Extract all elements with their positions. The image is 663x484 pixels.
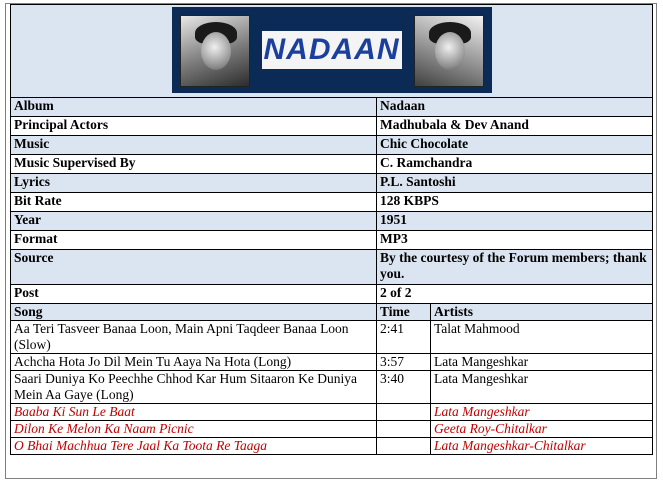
song-time: 3:40 [377,371,431,404]
info-value: By the courtesy of the Forum members; thank you. [377,250,653,285]
info-value: Chic Chocolate [377,136,653,155]
song-artists: Geeta Roy-Chitalkar [431,421,653,438]
song-artists: Talat Mahmood [431,321,653,354]
info-label: Source [11,250,377,285]
page-frame [5,3,657,479]
song-title: Aa Teri Tasveer Banaa Loon, Main Apni Taqdeer Banaa Loon (Slow) [11,321,377,354]
song-column-header: Song [11,304,377,321]
banner-title-box [262,31,402,69]
info-value: Nadaan [377,98,653,117]
info-value: C. Ramchandra [377,155,653,174]
song-time [377,404,431,421]
song-time: 3:57 [377,354,431,371]
song-artists: Lata Mangeshkar [431,371,653,404]
info-value: Madhubala & Dev Anand [377,117,653,136]
banner-title: NADAAN [263,33,400,66]
info-label: Post [11,285,377,304]
song-time: 2:41 [377,321,431,354]
info-label: Year [11,212,377,231]
artists-column-header: Artists [431,304,653,321]
info-row [11,98,653,117]
info-value: P.L. Santoshi [377,174,653,193]
song-title: Saari Duniya Ko Peechhe Chhod Kar Hum Sitaaron Ke Duniya Mein Aa Gaye (Long) [11,371,377,404]
song-row [11,321,653,354]
song-time [377,438,431,455]
info-row [11,231,653,250]
info-row [11,285,653,304]
album-table [10,4,653,455]
song-title: O Bhai Machhua Tere Jaal Ka Toota Re Taaga [11,438,377,455]
album-banner [172,7,492,93]
info-label: Album [11,98,377,117]
info-row [11,136,653,155]
time-column-header: Time [377,304,431,321]
info-label: Lyrics [11,174,377,193]
info-value: 1951 [377,212,653,231]
info-row [11,117,653,136]
info-label: Music [11,136,377,155]
song-title: Achcha Hota Jo Dil Mein Tu Aaya Na Hota (Long) [11,354,377,371]
song-title: Dilon Ke Melon Ka Naam Picnic [11,421,377,438]
song-title: Baaba Ki Sun Le Baat [11,404,377,421]
actress-photo [414,15,484,87]
song-row [11,404,653,421]
song-row [11,371,653,404]
info-label: Music Supervised By [11,155,377,174]
info-value: MP3 [377,231,653,250]
banner-cell [11,5,653,98]
info-row [11,155,653,174]
info-label: Bit Rate [11,193,377,212]
song-artists: Lata Mangeshkar-Chitalkar [431,438,653,455]
song-row [11,438,653,455]
info-label: Principal Actors [11,117,377,136]
info-value: 128 KBPS [377,193,653,212]
song-time [377,421,431,438]
info-value: 2 of 2 [377,285,653,304]
songs-header-row [11,304,653,321]
song-artists: Lata Mangeshkar [431,404,653,421]
info-row [11,212,653,231]
info-row [11,250,653,285]
info-label: Format [11,231,377,250]
song-row [11,421,653,438]
song-row [11,354,653,371]
info-row [11,193,653,212]
actor-photo [180,15,250,87]
info-row [11,174,653,193]
song-artists: Lata Mangeshkar [431,354,653,371]
